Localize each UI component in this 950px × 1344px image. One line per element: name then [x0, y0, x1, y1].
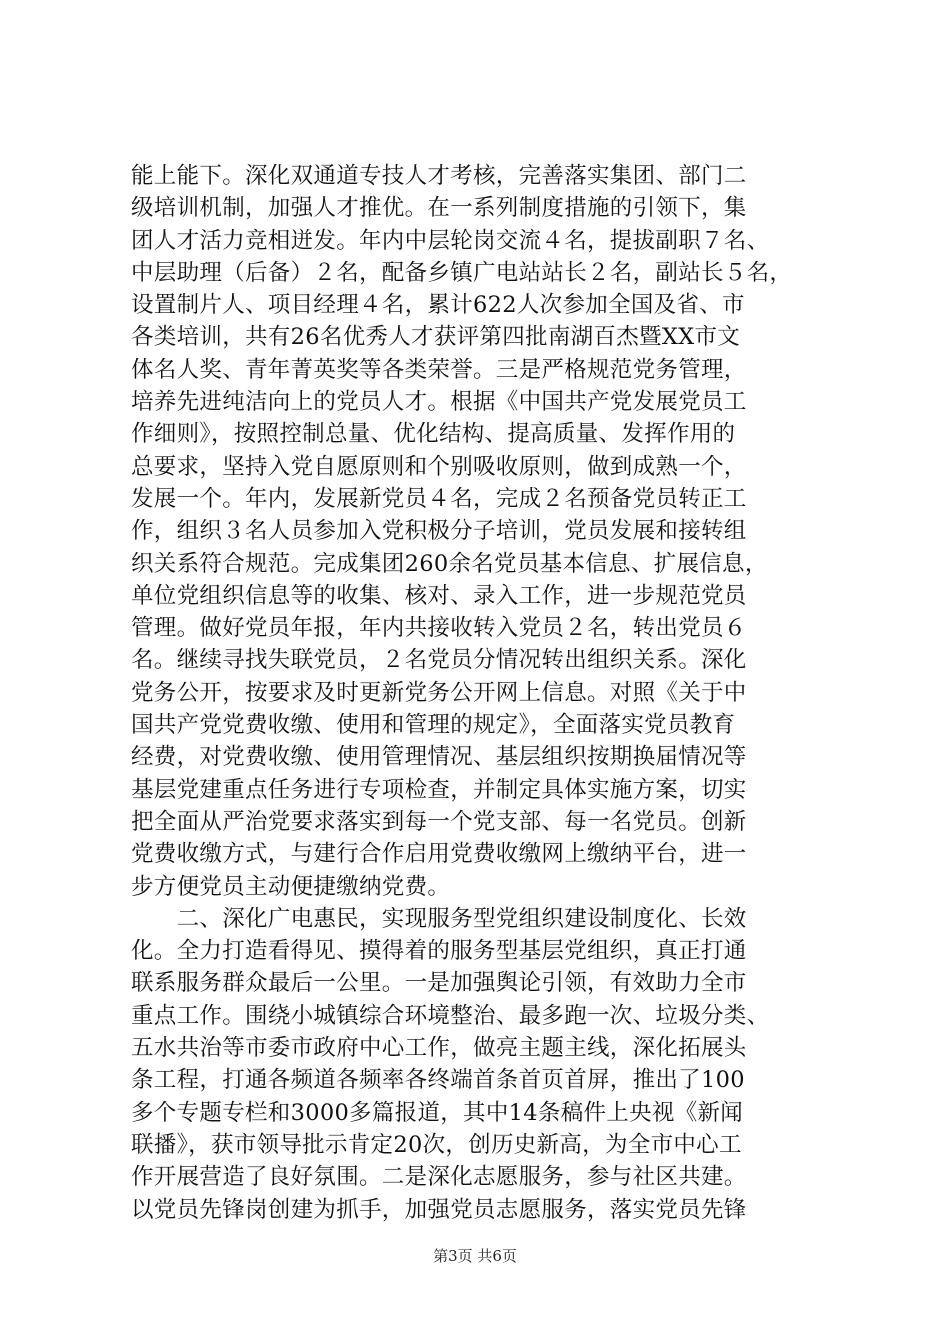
text-line: 党务公开，按要求及时更新党务公开网上信息。对照《关于中 [131, 679, 747, 706]
text-line: 织关系符合规范。完成集团260余名党员基本信息、扩展信息， [131, 550, 768, 577]
text-line: 团人才活力竞相迸发。年内中层轮岗交流４名，提拔副职７名、 [131, 227, 770, 254]
text-line: 把全面从严治党要求落实到每一个党支部、每一名党员。创新 [131, 808, 747, 835]
text-line: 化。全力打造看得见、摸得着的服务型基层党组织，真正打通 [131, 938, 747, 965]
text-line: 基层党建重点任务进行专项检查，并制定具体实施方案，切实 [131, 776, 747, 803]
text-line: 联系服务群众最后一公里。一是加强舆论引领，有效助力全市 [131, 970, 747, 997]
text-line: 国共产党党费收缴、使用和管理的规定》，全面落实党员教育 [131, 712, 736, 739]
page-footer: 第3页 共6页 [433, 1247, 517, 1265]
text-line: 总要求，坚持入党自愿原则和个别吸收原则，做到成熟一个， [131, 453, 747, 480]
text-line: 二、深化广电惠民，实现服务型党组织建设制度化、长效 [131, 905, 747, 932]
text-line: 党费收缴方式，与建行合作启用党费收缴网上缴纳平台，进一 [131, 841, 747, 868]
text-line: 单位党组织信息等的收集、核对、录入工作，进一步规范党员 [131, 582, 747, 609]
body-text [131, 160, 831, 1226]
text-line: 体名人奖、青年菁英奖等各类荣誉。三是严格规范党务管理， [131, 356, 747, 383]
text-line: 多个专题专栏和3000多篇报道，其中14条稿件上央视《新闻 [131, 1099, 744, 1126]
text-line: 作，组织３名人员参加入党积极分子培训，党员发展和接转组 [131, 518, 747, 545]
text-line: 能上能下。深化双通道专技人才考核，完善落实集团、部门二 [131, 163, 747, 189]
text-line: 名。继续寻找失联党员，２名党员分情况转出组织关系。深化 [131, 647, 747, 674]
text-line: 联播》，获市领导批示肯定20次，创历史新高，为全市中心工 [131, 1131, 742, 1158]
text-line: 各类培训，共有26名优秀人才获评第四批南湖百杰暨XX市文 [131, 324, 741, 351]
text-line: 作细则》，按照控制总量、优化结构、提高质量、发挥作用的 [131, 421, 736, 448]
text-line: 管理。做好党员年报，年内共接收转入党员２名，转出党员６ [131, 615, 747, 642]
text-line: 五水共治等市委市政府中心工作，做亮主题主线，深化拓展头 [131, 1035, 747, 1062]
text-line: 以党员先锋岗创建为抓手，加强党员志愿服务，落实党员先锋 [131, 1196, 747, 1223]
text-line: 条工程，打通各频道各频率各终端首条首页首屏，推出了100 [131, 1067, 745, 1094]
text-line: 经费，对党费收缴、使用管理情况、基层组织按期换届情况等 [131, 744, 747, 771]
text-line: 级培训机制，加强人才推优。在一系列制度措施的引领下，集 [131, 195, 747, 222]
text-line: 设置制片人、项目经理４名，累计622人次参加全国及省、市 [131, 292, 745, 319]
text-line: 重点工作。围绕小城镇综合环境整治、最多跑一次、垃圾分类、 [131, 1002, 770, 1029]
text-line: 步方便党员主动便捷缴纳党费。 [131, 873, 451, 900]
text-line: 培养先进纯洁向上的党员人才。根据《中国共产党发展党员工 [131, 389, 747, 416]
text-line: 中层助理（后备）２名，配备乡镇广电站站长２名，副站长５名， [131, 259, 793, 286]
text-line: 发展一个。年内，发展新党员４名，完成２名预备党员转正工 [131, 485, 747, 512]
text-line: 作开展营造了良好氛围。二是深化志愿服务，参与社区共建。 [131, 1164, 747, 1191]
